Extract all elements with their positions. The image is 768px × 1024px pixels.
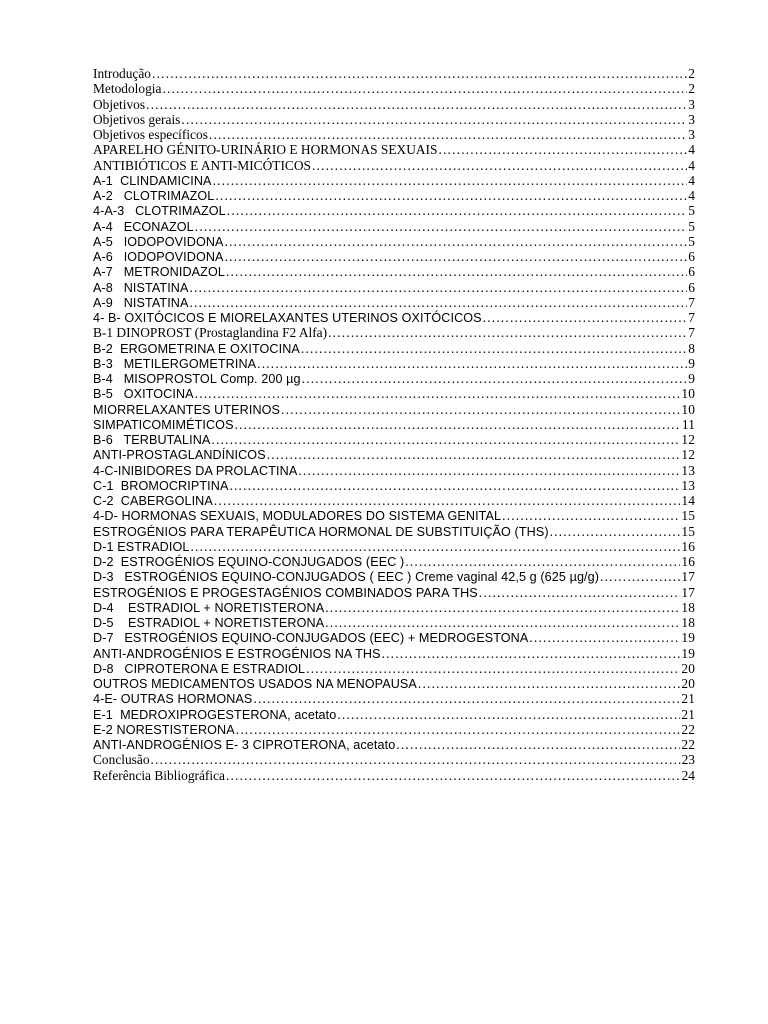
toc-entry-page-number: 23: [681, 752, 695, 768]
toc-entry[interactable]: [93, 768, 695, 783]
toc-entry[interactable]: [93, 752, 695, 767]
toc-entry[interactable]: [93, 615, 695, 630]
toc-entry-page-number: 7: [688, 325, 695, 341]
toc-entry[interactable]: [93, 661, 695, 676]
toc-entry-title: A-5 IODOPOVIDONA: [93, 234, 224, 249]
toc-entry-title: Objetivos: [93, 96, 146, 112]
toc-entry[interactable]: [93, 463, 695, 478]
dot-leader: [257, 356, 687, 371]
dot-leader: [229, 478, 680, 493]
toc-entry-title: B-6 TERBUTALINA: [93, 433, 211, 447]
toc-entry[interactable]: [93, 295, 695, 310]
toc-entry-title: A-2 CLOTRIMAZOL: [93, 189, 215, 203]
toc-entry-page-number: 15: [681, 523, 695, 539]
toc-entry[interactable]: [93, 402, 695, 417]
dot-leader: [298, 463, 680, 478]
toc-entry[interactable]: [93, 234, 695, 249]
toc-entry[interactable]: [93, 676, 695, 691]
dot-leader: [162, 81, 687, 96]
dot-leader: [281, 402, 680, 417]
toc-entry-title: E-2 NORESTISTERONA: [93, 722, 235, 737]
dot-leader: [151, 752, 681, 767]
toc-entry-page-number: 9: [688, 371, 695, 386]
dot-leader: [195, 386, 681, 401]
dot-leader: [301, 341, 687, 356]
dot-leader: [146, 97, 687, 112]
toc-entry-page-number: 3: [688, 111, 695, 127]
dot-leader: [312, 158, 687, 173]
toc-entry[interactable]: [93, 524, 695, 539]
dot-leader: [190, 295, 688, 310]
toc-entry-title: D-7 ESTROGÉNIOS EQUINO-CONJUGADOS (EEC) + MEDROGESTONA: [93, 631, 529, 646]
toc-entry-page-number: 6: [688, 264, 695, 280]
toc-entry-page-number: 21: [681, 691, 695, 707]
toc-entry-page-number: 12: [681, 447, 695, 463]
toc-entry[interactable]: [93, 432, 695, 447]
toc-entry[interactable]: [93, 722, 695, 737]
toc-entry-title: A-6 IODOPOVIDONA: [93, 250, 224, 264]
toc-entry-page-number: 17: [681, 569, 695, 585]
dot-leader: [337, 707, 680, 722]
toc-entry-page-number: 5: [688, 203, 695, 219]
toc-entry[interactable]: [93, 127, 695, 142]
toc-entry-page-number: 16: [681, 538, 695, 554]
toc-entry-page-number: 4: [688, 157, 695, 173]
toc-entry-title: Introdução: [93, 66, 152, 81]
dot-leader: [328, 325, 687, 340]
toc-entry-title: A-9 NISTATINA: [93, 295, 189, 310]
toc-entry-page-number: 18: [681, 599, 695, 615]
dot-leader: [235, 417, 681, 432]
toc-entry-title: Objetivos específicos: [93, 127, 208, 142]
toc-entry-page-number: 19: [681, 630, 695, 646]
toc-entry-page-number: 18: [681, 615, 695, 630]
toc-entry-title: D-8 CIPROTERONA E ESTRADIOL: [93, 661, 306, 676]
toc-entry-title: Referência Bibliográfica: [93, 767, 225, 783]
toc-entry[interactable]: [93, 188, 695, 203]
dot-leader: [226, 768, 681, 783]
toc-entry-page-number: 4: [688, 172, 695, 188]
toc-entry-title: B-3 METILERGOMETRINA: [93, 356, 257, 371]
toc-entry[interactable]: [93, 142, 695, 157]
toc-entry[interactable]: [93, 158, 695, 173]
toc-entry[interactable]: [93, 249, 695, 264]
toc-entry[interactable]: [93, 356, 695, 371]
toc-entry[interactable]: [93, 280, 695, 295]
toc-entry-title: B-2 ERGOMETRINA E OXITOCINA: [93, 341, 300, 356]
dot-leader: [405, 554, 680, 569]
dot-leader: [209, 127, 687, 142]
toc-entry-page-number: 22: [681, 721, 695, 737]
dot-leader: [418, 676, 680, 691]
dot-leader: [190, 539, 680, 554]
toc-entry-title: ANTI-ANDROGÉNIOS E ESTROGÉNIOS NA THS: [93, 646, 381, 661]
toc-entry-page-number: 6: [688, 249, 695, 264]
dot-leader: [225, 249, 688, 264]
toc-entry[interactable]: [93, 478, 695, 493]
toc-entry[interactable]: [93, 97, 695, 112]
toc-entry-page-number: 3: [688, 96, 695, 112]
toc-entry[interactable]: [93, 493, 695, 508]
toc-entry-page-number: 4: [688, 142, 695, 158]
toc-entry[interactable]: [93, 569, 695, 584]
toc-entry-title: A-4 ECONAZOL: [93, 219, 194, 234]
toc-entry[interactable]: [93, 447, 695, 462]
toc-entry[interactable]: [93, 325, 695, 340]
toc-entry-title: ANTI-ANDROGÉNIOS E- 3 CIPROTERONA, acetato: [93, 738, 396, 752]
toc-entry-title: B-5 OXITOCINA: [93, 387, 194, 402]
toc-entry-title: D-3 ESTROGÉNIOS EQUINO-CONJUGADOS ( EEC ) Creme vaginal 42,5 g (625 µg/g): [93, 570, 600, 585]
toc-entry-page-number: 4: [688, 188, 695, 203]
toc-entry[interactable]: [93, 630, 695, 645]
toc-entry-title: D-1 ESTRADIOL: [93, 539, 190, 554]
dot-leader: [213, 173, 688, 188]
toc-entry-title: 4-A-3 CLOTRIMAZOL: [93, 204, 226, 219]
toc-entry-title: SIMPATICOMIMÉTICOS: [93, 417, 234, 432]
toc-entry-title: 4- B- OXITÓCICOS E MIORELAXANTES UTERINOS OXITÓCICOS: [93, 311, 482, 325]
toc-entry-title: 4-C-INIBIDORES DA PROLACTINA: [93, 463, 298, 478]
toc-entry-page-number: 5: [688, 233, 695, 249]
dot-leader: [190, 280, 688, 295]
dot-leader: [382, 646, 681, 661]
toc-entry[interactable]: [93, 691, 695, 706]
toc-entry[interactable]: [93, 81, 695, 96]
toc-entry-title: A-7 METRONIDAZOL: [93, 265, 225, 280]
toc-entry[interactable]: [93, 203, 695, 218]
toc-entry-page-number: 19: [681, 645, 695, 661]
toc-entry-page-number: 21: [681, 706, 695, 722]
toc-entry[interactable]: [93, 219, 695, 234]
toc-entry-page-number: 3: [688, 127, 695, 142]
toc-entry[interactable]: [93, 264, 695, 279]
toc-entry-page-number: 13: [681, 462, 695, 478]
toc-entry-page-number: 8: [688, 340, 695, 356]
toc-entry[interactable]: [93, 646, 695, 661]
dot-leader: [236, 722, 681, 737]
toc-entry-title: B-4 MISOPROSTOL Comp. 200 µg: [93, 372, 301, 386]
dot-leader: [483, 310, 688, 325]
toc-entry-page-number: 7: [688, 310, 695, 325]
toc-entry-title: OUTROS MEDICAMENTOS USADOS NA MENOPAUSA: [93, 677, 417, 691]
dot-leader: [325, 600, 680, 615]
toc-entry[interactable]: [93, 539, 695, 554]
dot-leader: [152, 66, 687, 81]
toc-entry-title: Objetivos gerais: [93, 111, 181, 127]
toc-entry-page-number: 13: [681, 477, 695, 493]
dot-leader: [226, 264, 687, 279]
toc-entry-page-number: 14: [681, 493, 695, 508]
toc-entry-page-number: 20: [681, 676, 695, 691]
dot-leader: [253, 691, 680, 706]
toc-entry-title: C-1 BROMOCRIPTINA: [93, 478, 229, 493]
toc-entry-title: ESTROGÉNIOS PARA TERAPÊUTICA HORMONAL DE SUBSTITUIÇÃO (THS): [93, 524, 549, 539]
dot-leader: [215, 188, 687, 203]
dot-leader: [325, 615, 680, 630]
toc-entry[interactable]: [93, 310, 695, 325]
toc-entry-title: A-8 NISTATINA: [93, 280, 189, 295]
toc-entry-title: ESTROGÉNIOS E PROGESTAGÉNIOS COMBINADOS PARA THS: [93, 585, 478, 600]
toc-entry-title: D-5 ESTRADIOL + NORETISTERONA: [93, 616, 325, 630]
dot-leader: [600, 569, 680, 584]
dot-leader: [502, 508, 680, 523]
dot-leader: [267, 447, 681, 462]
toc-entry-title: Conclusão: [93, 752, 150, 768]
toc-entry[interactable]: [93, 173, 695, 188]
dot-leader: [529, 630, 680, 645]
toc-entry[interactable]: [93, 737, 695, 752]
toc-entry-page-number: 15: [681, 508, 695, 524]
toc-entry-page-number: 20: [681, 660, 695, 676]
toc-entry-page-number: 10: [681, 386, 695, 402]
toc-entry[interactable]: [93, 371, 695, 386]
toc-entry[interactable]: [93, 600, 695, 615]
toc-entry-page-number: 2: [688, 81, 695, 97]
table-of-contents: [93, 66, 695, 783]
toc-entry-title: D-4 ESTRADIOL + NORETISTERONA: [93, 600, 325, 615]
toc-entry[interactable]: [93, 66, 695, 81]
toc-entry-page-number: 9: [688, 355, 695, 371]
toc-entry-page-number: 2: [688, 66, 695, 81]
toc-entry-title: ANTI-PROSTAGLANDÍNICOS: [93, 448, 266, 463]
dot-leader: [225, 234, 688, 249]
toc-entry-title: 4-E- OUTRAS HORMONAS: [93, 692, 253, 707]
toc-entry[interactable]: [93, 585, 695, 600]
dot-leader: [550, 524, 681, 539]
dot-leader: [479, 585, 681, 600]
toc-entry-page-number: 16: [681, 554, 695, 569]
toc-entry-page-number: 24: [681, 767, 695, 783]
dot-leader: [181, 112, 687, 127]
toc-entry-page-number: 12: [681, 432, 695, 447]
toc-entry[interactable]: [93, 508, 695, 523]
dot-leader: [396, 737, 680, 752]
dot-leader: [214, 493, 681, 508]
toc-entry-page-number: 7: [688, 294, 695, 310]
toc-entry-title: C-2 CABERGOLINA: [93, 494, 213, 508]
toc-entry-page-number: 10: [681, 401, 695, 417]
toc-entry-page-number: 22: [681, 737, 695, 752]
toc-entry-title: B-1 DINOPROST (Prostaglandina F2 Alfa): [93, 325, 328, 341]
toc-entry-page-number: 11: [681, 416, 695, 432]
dot-leader: [438, 142, 687, 157]
dot-leader: [211, 432, 680, 447]
toc-entry-page-number: 17: [681, 584, 695, 600]
toc-entry[interactable]: [93, 386, 695, 401]
toc-entry-page-number: 5: [688, 218, 695, 234]
toc-entry[interactable]: [93, 554, 695, 569]
toc-entry[interactable]: [93, 112, 695, 127]
toc-entry-title: D-2 ESTROGÉNIOS EQUINO-CONJUGADOS (EEC ): [93, 555, 405, 569]
toc-entry[interactable]: [93, 707, 695, 722]
toc-entry-title: MIORRELAXANTES UTERINOS: [93, 402, 281, 417]
dot-leader: [306, 661, 680, 676]
toc-entry[interactable]: [93, 417, 695, 432]
dot-leader: [195, 219, 687, 234]
toc-entry-title: ANTIBIÓTICOS E ANTI-MICÓTICOS: [93, 157, 311, 173]
toc-entry-title: E-1 MEDROXIPROGESTERONA, acetato: [93, 707, 337, 722]
dot-leader: [227, 203, 687, 218]
toc-entry[interactable]: [93, 341, 695, 356]
toc-entry-title: 4-D- HORMONAS SEXUAIS, MODULADORES DO SISTEMA GENITAL: [93, 509, 502, 524]
toc-entry-title: Metodologia: [93, 81, 162, 97]
dot-leader: [302, 371, 688, 386]
toc-entry-title: A-1 CLINDAMICINA: [93, 173, 212, 188]
toc-entry-page-number: 6: [688, 279, 695, 295]
toc-entry-title: APARELHO GÉNITO-URINÁRIO E HORMONAS SEXUAIS: [93, 142, 438, 158]
